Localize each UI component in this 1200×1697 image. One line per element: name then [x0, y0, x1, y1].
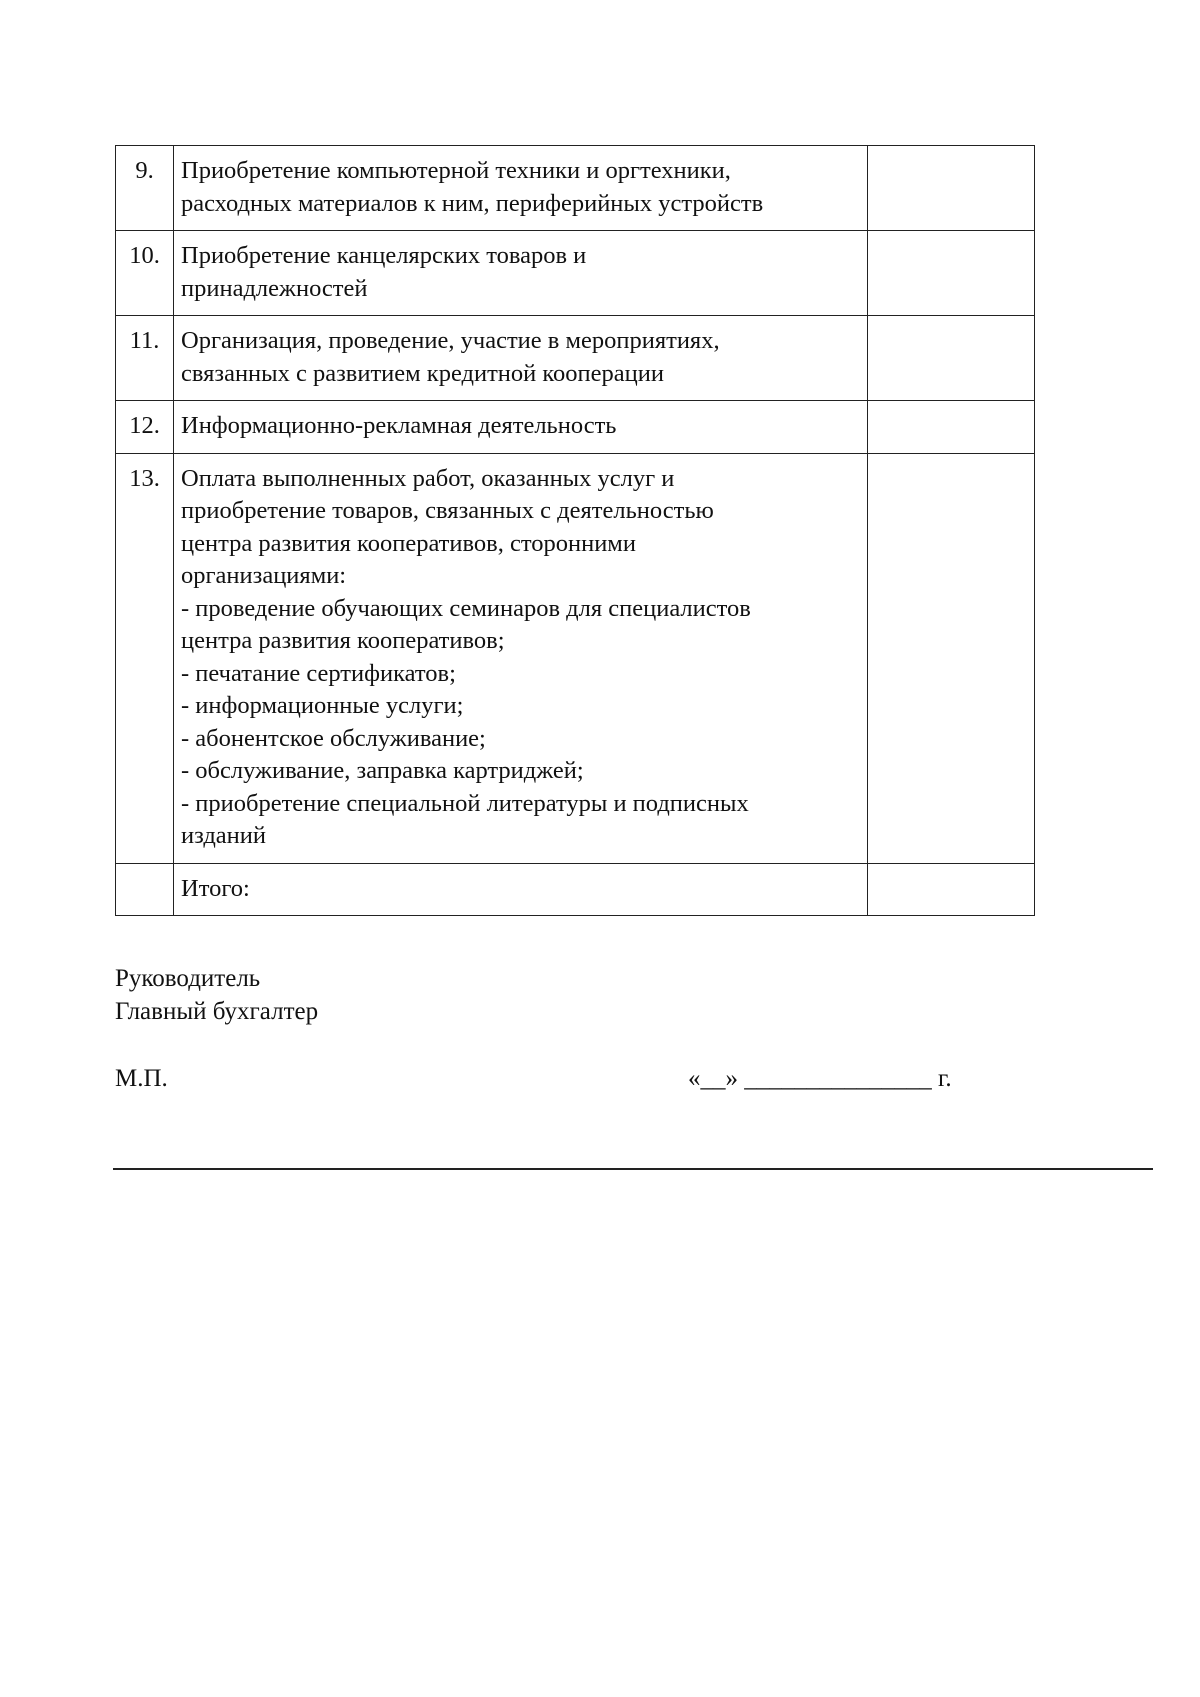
chief-accountant-signature-label: Главный бухгалтер — [115, 997, 319, 1025]
row-number: 9. — [116, 146, 174, 231]
table-row — [116, 316, 1035, 401]
table-row — [116, 453, 1035, 863]
table-row — [116, 146, 1035, 231]
date-line: «__» _______________ г. — [688, 1065, 952, 1092]
table-row — [116, 401, 1035, 454]
row-name: Организация, проведение, участие в мероприятиях, связанных с развитием кредитной кооперации — [174, 316, 868, 401]
total-label: Итого: — [174, 863, 868, 916]
signatures-block — [115, 963, 318, 1028]
total-row — [116, 863, 1035, 916]
row-amount — [868, 453, 1035, 863]
row-name: Информационно-рекламная деятельность — [174, 401, 868, 454]
table-row — [116, 231, 1035, 316]
row-number: 12. — [116, 401, 174, 454]
row-name: Приобретение компьютерной техники и оргтехники, расходных материалов к ним, периферийных устройств — [174, 146, 868, 231]
row-number: 11. — [116, 316, 174, 401]
row-name: Приобретение канцелярских товаров и принадлежностей — [174, 231, 868, 316]
row-number: 10. — [116, 231, 174, 316]
row-amount — [868, 146, 1035, 231]
row-number — [116, 863, 174, 916]
total-amount — [868, 863, 1035, 916]
expenses-table — [115, 145, 1035, 916]
head-signature-label: Руководитель — [115, 965, 261, 992]
stamp-place-label: М.П. — [115, 1065, 168, 1092]
row-amount — [868, 401, 1035, 454]
row-amount — [868, 231, 1035, 316]
row-name: Оплата выполненных работ, оказанных услуг и приобретение товаров, связанных с деятельностью центра развития кооперативов, сторонними организациями: - проведение обучающих семинаров для специалистов центра развития кооперативов; - печатание сертификатов; - информационные услуги; - абонентское обслуживание; - обслуживание, заправка картриджей; - приобретение специальной литературы и подписных изданий — [174, 453, 868, 863]
horizontal-divider — [113, 1168, 1153, 1170]
row-amount — [868, 316, 1035, 401]
row-number: 13. — [116, 453, 174, 863]
